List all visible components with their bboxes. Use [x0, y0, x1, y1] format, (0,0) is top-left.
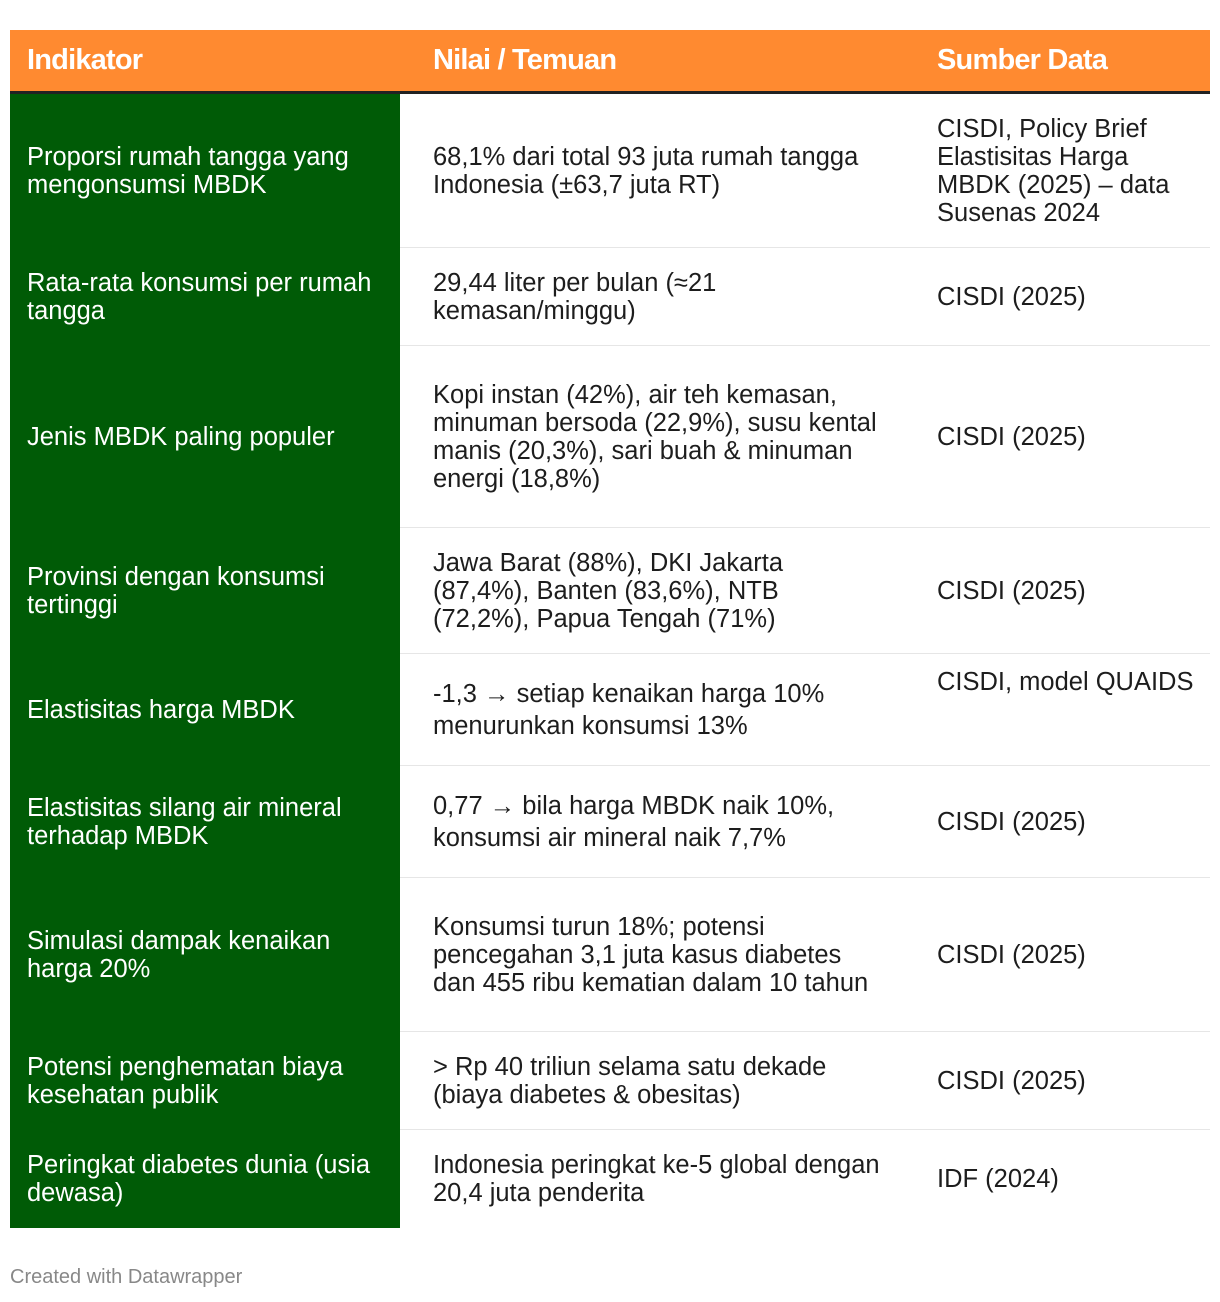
nilai-cell: 29,44 liter per bulan (≈21 kemasan/minggu) [400, 248, 910, 346]
nilai-cell: Konsumsi turun 18%; potensi pencegahan 3,1 juta kasus diabetes dan 455 ribu kematian dalam 10 tahun [400, 878, 910, 1032]
table-row [10, 1032, 1210, 1130]
sumber-cell: CISDI (2025) [910, 878, 1210, 1032]
table-row [10, 248, 1210, 346]
nilai-cell: Jawa Barat (88%), DKI Jakarta (87,4%), Banten (83,6%), NTB (72,2%), Papua Tengah (71%) [400, 528, 910, 654]
nilai-cell: 0,77 → bila harga MBDK naik 10%, konsumsi air mineral naik 7,7% [400, 766, 910, 878]
indikator-cell: Potensi penghematan biaya kesehatan publik [10, 1032, 400, 1130]
table-row [10, 878, 1210, 1032]
indikator-cell: Elastisitas harga MBDK [10, 654, 400, 766]
header-sumber: Sumber Data [937, 44, 1108, 76]
table-row [10, 528, 1210, 654]
sumber-cell: CISDI, model QUAIDS [910, 654, 1210, 766]
indikator-cell: Jenis MBDK paling populer [10, 346, 400, 528]
sumber-cell: CISDI (2025) [910, 766, 1210, 878]
sumber-cell: CISDI, Policy Brief Elastisitas Harga MBDK (2025) – data Susenas 2024 [910, 94, 1210, 248]
indikator-cell: Simulasi dampak kenaikan harga 20% [10, 878, 400, 1032]
nilai-cell: 68,1% dari total 93 juta rumah tangga Indonesia (±63,7 juta RT) [400, 94, 910, 248]
sumber-cell: IDF (2024) [937, 1165, 1059, 1193]
indikator-cell: Elastisitas silang air mineral terhadap MBDK [10, 766, 400, 878]
nilai-cell: > Rp 40 triliun selama satu dekade (biaya diabetes & obesitas) [400, 1032, 910, 1130]
nilai-cell: -1,3 → setiap kenaikan harga 10% menurunkan konsumsi 13% [400, 654, 910, 766]
indikator-cell: Peringkat diabetes dunia (usia dewasa) [10, 1130, 400, 1228]
indikator-cell: Rata-rata konsumsi per rumah tangga [10, 248, 400, 346]
sumber-cell: CISDI (2025) [910, 346, 1210, 528]
table-row [10, 346, 1210, 528]
nilai-cell: Indonesia peringkat ke-5 global dengan 20,4 juta penderita [433, 1151, 880, 1207]
datawrapper-credit[interactable]: Created with Datawrapper [10, 1266, 243, 1288]
header-nilai: Nilai / Temuan [433, 44, 617, 76]
table-header [10, 30, 1210, 94]
table-row [10, 1130, 1210, 1228]
table-row [10, 654, 1210, 766]
sumber-cell: CISDI (2025) [910, 1032, 1210, 1130]
table-row [10, 766, 1210, 878]
data-table [10, 30, 1210, 1228]
sumber-cell: CISDI (2025) [910, 528, 1210, 654]
sumber-cell: CISDI (2025) [910, 248, 1210, 346]
header-indikator: Indikator [27, 44, 143, 76]
table-row [10, 94, 1210, 248]
indikator-cell: Proporsi rumah tangga yang mengonsumsi MBDK [10, 94, 400, 248]
indikator-cell: Provinsi dengan konsumsi tertinggi [10, 528, 400, 654]
nilai-cell: Kopi instan (42%), air teh kemasan, minuman bersoda (22,9%), susu kental manis (20,3%), sari buah & minuman energi (18,8%) [400, 346, 910, 528]
